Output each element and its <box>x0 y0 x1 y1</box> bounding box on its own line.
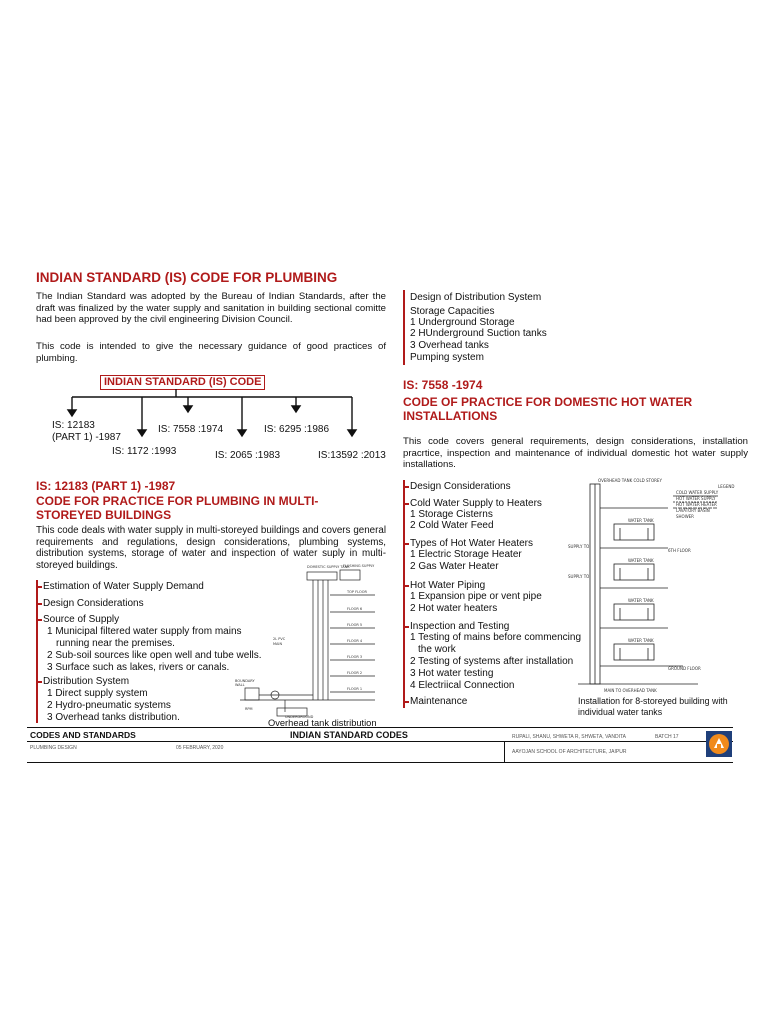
tree-item-1172: IS: 1172 :1993 <box>112 446 177 457</box>
list-item: Design Considerations <box>43 598 144 609</box>
svg-text:WATER TANK: WATER TANK <box>628 638 654 643</box>
list-item: 2 Testing of systems after installation <box>410 656 574 667</box>
svg-text:MAIN: MAIN <box>273 642 283 646</box>
list-tick <box>403 701 409 703</box>
list-item: 2 Sub-soil sources like open well and tube wells. <box>47 650 262 661</box>
list-item: 3 Overhead tanks <box>410 340 489 351</box>
section-title-12183-line1: CODE FOR PRACTICE FOR PLUMBING IN MULTI- <box>36 494 319 508</box>
tree-item-6295: IS: 6295 :1986 <box>264 424 330 435</box>
svg-text:RPM: RPM <box>245 707 253 711</box>
list-tick <box>36 681 42 683</box>
svg-text:BOUNDARY: BOUNDARY <box>235 679 255 683</box>
section-code-12183: IS: 12183 (PART 1) -1987 <box>36 479 176 493</box>
svg-text:FLOOR 6: FLOOR 6 <box>347 607 363 611</box>
list-bar-right <box>403 480 405 708</box>
svg-text:DOMESTIC SUPPLY TANK: DOMESTIC SUPPLY TANK <box>307 565 350 569</box>
svg-text:GROUND FLOOR: GROUND FLOOR <box>668 666 701 671</box>
list-bar-right-top <box>403 290 405 365</box>
list-item: Distribution System <box>43 676 130 687</box>
footer-bottom-rule <box>27 762 733 763</box>
list-item: 4 Electriical Connection <box>410 680 515 691</box>
list-tick <box>403 486 409 488</box>
tree-item-7558: IS: 7558 :1974 <box>158 424 224 435</box>
list-item: Design of Distribution System <box>410 292 542 303</box>
section-title-12183-line2: STOREYED BUILDINGS <box>36 508 172 522</box>
footer-top-rule <box>27 727 733 728</box>
list-item: Design Considerations <box>410 481 511 492</box>
svg-text:6TH FLOOR: 6TH FLOOR <box>668 548 691 553</box>
list-item: Storage Capacities <box>410 306 495 317</box>
list-item: 2 Gas Water Heater <box>410 561 499 572</box>
list-item: 3 Hot water testing <box>410 668 494 679</box>
footer-left-title: CODES AND STANDARDS <box>30 730 136 740</box>
overhead-tank-diagram <box>225 560 390 718</box>
svg-text:WATER TANK: WATER TANK <box>628 598 654 603</box>
footer-mid-rule <box>27 741 733 742</box>
diagram-caption-right-1: Installation for 8-storeyed building with <box>578 696 728 706</box>
intro-paragraph-2: This code is intended to give the necessary guidance of good practices of plumbing. <box>36 341 386 364</box>
svg-text:FLOOR 4: FLOOR 4 <box>347 639 363 643</box>
svg-text:SUPPLY TO: SUPPLY TO <box>568 544 590 549</box>
list-item: Inspection and Testing <box>410 621 510 632</box>
list-item: Source of Supply <box>43 614 120 625</box>
list-item: 1 Electric Storage Heater <box>410 549 522 560</box>
main-title: INDIAN STANDARD (IS) CODE FOR PLUMBING <box>36 270 338 285</box>
list-tick <box>403 585 409 587</box>
list-item: 1 Testing of mains before commencing <box>410 632 582 643</box>
list-tick <box>36 586 42 588</box>
diagram-caption-left: Overhead tank distribution <box>268 718 377 728</box>
footer-names: RUPALI, SHANU, SHWETA R, SHWETA, VANDITA <box>512 734 626 740</box>
svg-text:LEGEND: LEGEND <box>718 484 735 489</box>
svg-text:FLOOR 5: FLOOR 5 <box>347 623 363 627</box>
list-item: Types of Hot Water Heaters <box>410 538 534 549</box>
svg-text:WALL: WALL <box>235 683 245 687</box>
list-item: the work <box>418 644 456 655</box>
svg-text:OVERHEAD TANK COLD STOREY: OVERHEAD TANK COLD STOREY <box>598 478 662 483</box>
tree-item-2065: IS: 2065 :1983 <box>215 450 281 461</box>
footer-divider <box>504 741 505 762</box>
list-tick <box>403 626 409 628</box>
section-desc-12183: This code deals with water supply in multi-storeyed buildings and covers general requirements and regulations, design considerations, plumbing systems, distribution systems, storage of water and inspection of water suply in multi-storeyed buildings. <box>36 525 386 571</box>
list-item: 1 Municipal filtered water supply from mains <box>47 626 242 637</box>
hot-water-building-diagram <box>568 478 748 698</box>
list-tick <box>403 543 409 545</box>
list-item: Estimation of Water Supply Demand <box>43 581 204 592</box>
tree-item-13592: IS:13592 :2013 <box>318 450 386 461</box>
svg-text:HOT WATER HEATER: HOT WATER HEATER <box>676 502 717 507</box>
list-item: 2 Cold Water Feed <box>410 520 494 531</box>
section-title-7558-line2: INSTALLATIONS <box>403 409 498 423</box>
tree-item-12183-part: (PART 1) -1987 <box>52 432 121 443</box>
list-item: 2 Hydro-pneumatic systems <box>47 700 171 711</box>
footer-school: AAYOJAN SCHOOL OF ARCHITECTURE, JAIPUR <box>512 749 627 755</box>
list-tick <box>403 503 409 505</box>
list-item: 1 Direct supply system <box>47 688 148 699</box>
list-tick <box>36 603 42 605</box>
svg-text:MAIN TO OVERHEAD TANK: MAIN TO OVERHEAD TANK <box>604 688 657 693</box>
list-item: running near the premises. <box>56 638 175 649</box>
list-item: Maintenance <box>410 696 468 707</box>
intro-paragraph: The Indian Standard was adopted by the Bureau of Indian Standards, after the draft was finalized by the water supply and sanitation in building sectional comitte had been approved by the civil engineering Division Council. <box>36 291 386 325</box>
svg-text:FLUSHING SUPPLY: FLUSHING SUPPLY <box>343 564 375 568</box>
section-desc-7558: This code covers general requirements, design considerations, installation pracrtice, inspection and maintenance of individual domestic hot water supply installations. <box>403 436 748 470</box>
list-tick <box>36 619 42 621</box>
list-item: Hot Water Piping <box>410 580 486 591</box>
tree-root-box: INDIAN STANDARD (IS) CODE <box>100 375 265 390</box>
list-item: 3 Overhead tanks distribution. <box>47 712 180 723</box>
section-code-7558: IS: 7558 -1974 <box>403 378 483 392</box>
list-item: 1 Storage Cisterns <box>410 509 493 520</box>
svg-text:TOP FLOOR: TOP FLOOR <box>347 590 367 594</box>
footer-center-title: INDIAN STANDARD CODES <box>290 730 408 740</box>
svg-text:SHOWER: SHOWER <box>676 514 694 519</box>
svg-text:FLOOR 3: FLOOR 3 <box>347 655 363 659</box>
svg-text:HOT WATER SUPPLY: HOT WATER SUPPLY <box>676 496 716 501</box>
svg-text:LAVATORY BASIN: LAVATORY BASIN <box>676 508 710 513</box>
footer-date: 05 FEBRUARY, 2020 <box>176 745 224 751</box>
section-title-7558-line1: CODE OF PRACTICE FOR DOMESTIC HOT WATER <box>403 395 693 409</box>
list-item: Cold Water Supply to Heaters <box>410 498 542 509</box>
diagram-caption-right-2: individual water tanks <box>578 707 663 717</box>
svg-text:FLOOR 1: FLOOR 1 <box>347 687 363 691</box>
list-item: 2 HUnderground Suction tanks <box>410 328 547 339</box>
svg-text:SUPPLY TO: SUPPLY TO <box>568 574 590 579</box>
list-item: Pumping system <box>410 352 484 363</box>
svg-text:WATER TANK: WATER TANK <box>628 518 654 523</box>
list-item: 1 Underground Storage <box>410 317 515 328</box>
school-logo-icon <box>706 731 732 757</box>
svg-text:2L PVC: 2L PVC <box>273 637 286 641</box>
svg-text:COLD WATER SUPPLY: COLD WATER SUPPLY <box>676 490 719 495</box>
footer-left-sub: PLUMBING DESIGN <box>30 745 77 751</box>
footer-batch: BATCH 17 <box>655 734 679 740</box>
list-item: 3 Surface such as lakes, rivers or canals. <box>47 662 230 673</box>
list-item: 2 Hot water heaters <box>410 603 498 614</box>
svg-text:UNDERGROUND: UNDERGROUND <box>285 715 314 718</box>
svg-text:FLOOR 2: FLOOR 2 <box>347 671 363 675</box>
svg-text:WATER TANK: WATER TANK <box>628 558 654 563</box>
list-item: 1 Expansion pipe or vent pipe <box>410 591 542 602</box>
tree-item-12183: IS: 12183 <box>52 420 95 431</box>
list-bar-left <box>36 580 38 723</box>
